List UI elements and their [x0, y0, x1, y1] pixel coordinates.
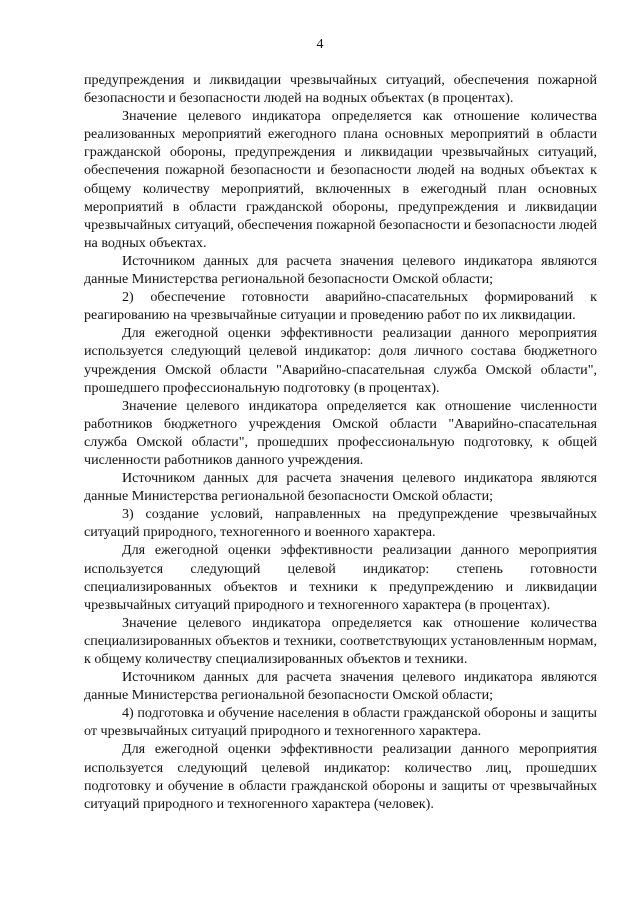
paragraph: Значение целевого индикатора определяется как отношение количества специализированных объектов и техники, соответствующих установленным нормам, к общему количеству специализированных объектов и техники. — [84, 614, 597, 667]
paragraph: Источником данных для расчета значения целевого индикатора являются данные Министерства региональной безопасности Омской области; — [84, 252, 597, 288]
paragraph: Для ежегодной оценки эффективности реализации данного мероприятия используется следующий целевой индикатор: доля личного состава бюджетного учреждения Омской области "Аварийно-спасательная служба Омской области", прошедшего профессиональную подготовку (в процентах). — [84, 325, 597, 396]
document-body — [84, 71, 597, 813]
paragraph: Значение целевого индикатора определяется как отношение количества реализованных мероприятий ежегодного плана основных мероприятий в области гражданской обороны, предупреждения и ликвидации чрезвычайных ситуаций, обеспечения пожарной безопасности и безопасности людей на водных объектах к общему количеству мероприятий, включенных в ежегодный план основных мероприятий в области гражданской обороны, предупреждения и ликвидации чрезвычайных ситуаций, обеспечения пожарной безопасности и безопасности людей на водных объектах. — [84, 108, 597, 251]
page-number: 4 — [316, 37, 324, 52]
paragraph: Источником данных для расчета значения целевого индикатора являются данные Министерства региональной безопасности Омской области; — [84, 669, 597, 704]
paragraph: 2) обеспечение готовности аварийно-спасательных формирований к реагированию на чрезвычайные ситуации и проведению работ по их ликвидации. — [84, 289, 597, 324]
paragraph: Для ежегодной оценки эффективности реализации данного мероприятия используется следующий целевой индикатор: степень готовности специализированных объектов и техники к предупреждению и ликвидации чрезвычайных ситуаций природного и техногенного характера (в процентах). — [84, 542, 597, 613]
paragraph: предупреждения и ликвидации чрезвычайных ситуаций, обеспечения пожарной безопасности и безопасности людей на водных объектах (в процентах). — [84, 72, 597, 107]
paragraph: Значение целевого индикатора определяется как отношение численности работников бюджетного учреждения Омской области "Аварийно-спасательная служба Омской области", прошедших профессиональную подготовку, к общей численности работников данного учреждения. — [84, 397, 597, 468]
paragraph: 3) создание условий, направленных на предупреждение чрезвычайных ситуаций природного, техногенного и военного характера. — [84, 506, 597, 541]
paragraph: Источником данных для расчета значения целевого индикатора являются данные Министерства региональной безопасности Омской области; — [84, 470, 597, 505]
paragraph: Для ежегодной оценки эффективности реализации данного мероприятия используется следующий целевой индикатор: количество лиц, прошедших подготовку и обучение в области гражданской обороны и защиты от чрезвычайных ситуаций природного и техногенного характера (человек). — [84, 741, 597, 812]
paragraph: 4) подготовка и обучение населения в области гражданской обороны и защиты от чрезвычайных ситуаций природного и техногенного характера. — [84, 705, 597, 740]
